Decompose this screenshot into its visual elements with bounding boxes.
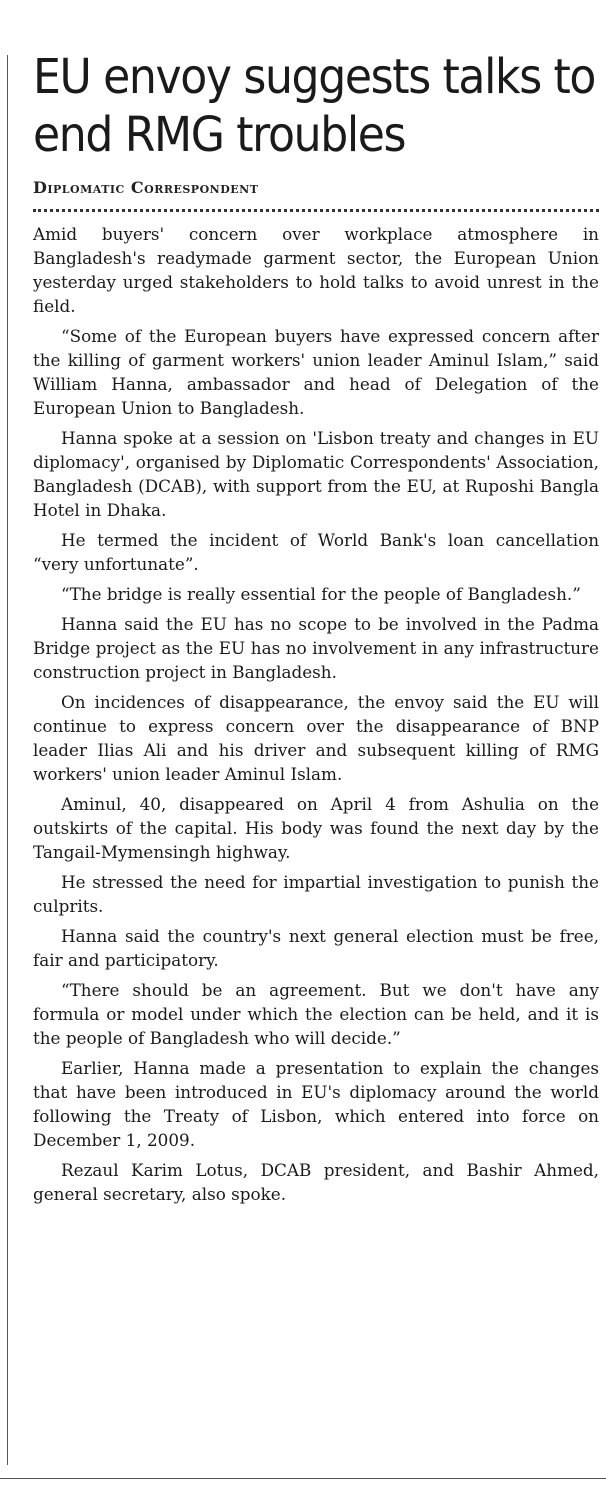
column-rule-bottom xyxy=(0,1478,606,1479)
article-paragraph: Earlier, Hanna made a presentation to explain the changes that have been introduced in EU's diplomacy around the world following the Treaty of Lisbon, which entered into force on December 1, 2009. xyxy=(33,1058,599,1150)
article-body xyxy=(33,222,599,1206)
article-paragraph: “Some of the European buyers have expressed concern after the killing of garment workers' union leader Aminul Islam,” said William Hanna, ambassador and head of Delegation of the European Union to Bangladesh. xyxy=(33,326,599,418)
article-paragraph: On incidences of disappearance, the envoy said the EU will continue to express concern over the disappearance of BNP leader Ilias Ali and his driver and subsequent killing of RMG workers' union leader Aminul Islam. xyxy=(33,692,599,784)
article-paragraph: He stressed the need for impartial investigation to punish the culprits. xyxy=(33,872,599,916)
article-paragraph: Aminul, 40, disappeared on April 4 from Ashulia on the outskirts of the capital. His body was found the next day by the Tangail-Mymensingh highway. xyxy=(33,794,599,862)
news-article xyxy=(33,48,599,1212)
article-paragraph: Hanna spoke at a session on 'Lisbon treaty and changes in EU diplomacy', organised by Diplomatic Correspondents' Association, Bangladesh (DCAB), with support from the EU, at Ruposhi Bangla Hotel in Dhaka. xyxy=(33,428,599,520)
article-byline: Diplomatic Correspondent xyxy=(33,178,259,197)
article-paragraph: “There should be an agreement. But we don't have any formula or model under which the election can be held, and it is the people of Bangladesh who will decide.” xyxy=(33,980,599,1048)
article-paragraph: Rezaul Karim Lotus, DCAB president, and Bashir Ahmed, general secretary, also spoke. xyxy=(33,1160,599,1204)
dotted-divider xyxy=(33,209,599,212)
article-paragraph: Amid buyers' concern over workplace atmosphere in Bangladesh's readymade garment sector, the European Union yesterday urged stakeholders to hold talks to avoid unrest in the field. xyxy=(33,224,599,316)
article-headline: EU envoy suggests talks to end RMG troubles xyxy=(33,49,596,163)
column-rule-left xyxy=(7,55,8,1465)
article-paragraph: “The bridge is really essential for the people of Bangladesh.” xyxy=(61,584,581,604)
article-paragraph: He termed the incident of World Bank's loan cancellation “very unfortunate”. xyxy=(33,530,599,574)
article-paragraph: Hanna said the EU has no scope to be involved in the Padma Bridge project as the EU has no involvement in any infrastructure construction project in Bangladesh. xyxy=(33,614,599,682)
article-paragraph: Hanna said the country's next general election must be free, fair and participatory. xyxy=(33,926,599,970)
